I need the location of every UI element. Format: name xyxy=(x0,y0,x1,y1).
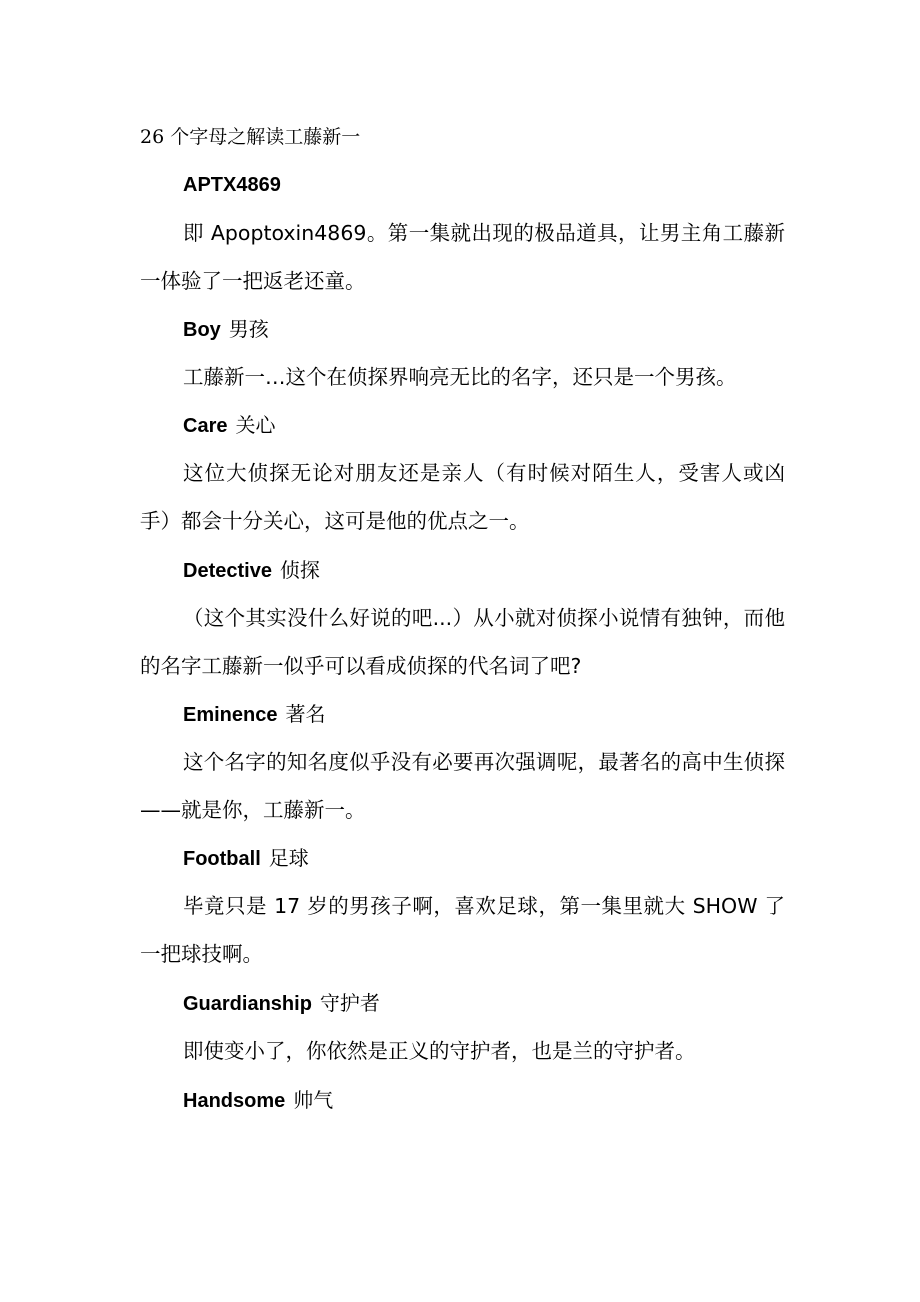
entry-text-g: 即使变小了，你依然是正义的守护者，也是兰的守护者。 xyxy=(183,1039,696,1063)
entry-text-e: 这个名字的知名度似乎没有必要再次强调呢，最著名的高中生侦探——就是你，工藤新一。 xyxy=(140,750,785,822)
entry-heading-h xyxy=(183,1087,333,1114)
entry-translation: 关心 xyxy=(235,413,276,437)
entry-heading-c xyxy=(183,412,275,439)
entry-heading-e xyxy=(183,701,325,728)
entry-translation: 著名 xyxy=(285,702,326,726)
entry-text-f: 毕竟只是 17 岁的男孩子啊，喜欢足球，第一集里就大 SHOW 了一把球技啊。 xyxy=(140,894,785,966)
entry-text-b: 工藤新一…这个在侦探界响亮无比的名字，还只是一个男孩。 xyxy=(183,365,737,389)
entry-term: Care xyxy=(183,415,228,437)
entry-term: Detective xyxy=(183,560,272,582)
entry-term: Guardianship xyxy=(183,993,312,1015)
entry-term: Handsome xyxy=(183,1090,286,1112)
entry-heading-a xyxy=(183,172,281,198)
entry-heading-d xyxy=(183,557,320,584)
entry-text-a: 即 Apoptoxin4869。第一集就出现的极品道具，让男主角工藤新一体验了一把返老还童。 xyxy=(140,221,785,293)
entry-term: Football xyxy=(183,848,261,870)
entry-translation: 男孩 xyxy=(228,317,269,341)
entry-translation: 足球 xyxy=(268,846,309,870)
entry-heading-b xyxy=(183,316,269,343)
entry-translation: 帅气 xyxy=(293,1088,334,1112)
entry-term: Boy xyxy=(183,319,221,341)
entry-term: Eminence xyxy=(183,704,278,726)
entry-heading-f xyxy=(183,845,309,872)
entry-translation: 守护者 xyxy=(319,991,380,1015)
entry-heading-g xyxy=(183,990,380,1017)
entry-term: APTX4869 xyxy=(183,174,281,196)
entry-translation: 侦探 xyxy=(279,558,320,582)
entry-text-d: （这个其实没什么好说的吧...）从小就对侦探小说情有独钟，而他的名字工藤新一似乎可以看成侦探的代名词了吧? xyxy=(140,606,785,678)
entry-text-c: 这位大侦探无论对朋友还是亲人（有时候对陌生人，受害人或凶手）都会十分关心，这可是他的优点之一。 xyxy=(140,461,785,533)
document-title: 26 个字母之解读工藤新一 xyxy=(140,126,361,148)
